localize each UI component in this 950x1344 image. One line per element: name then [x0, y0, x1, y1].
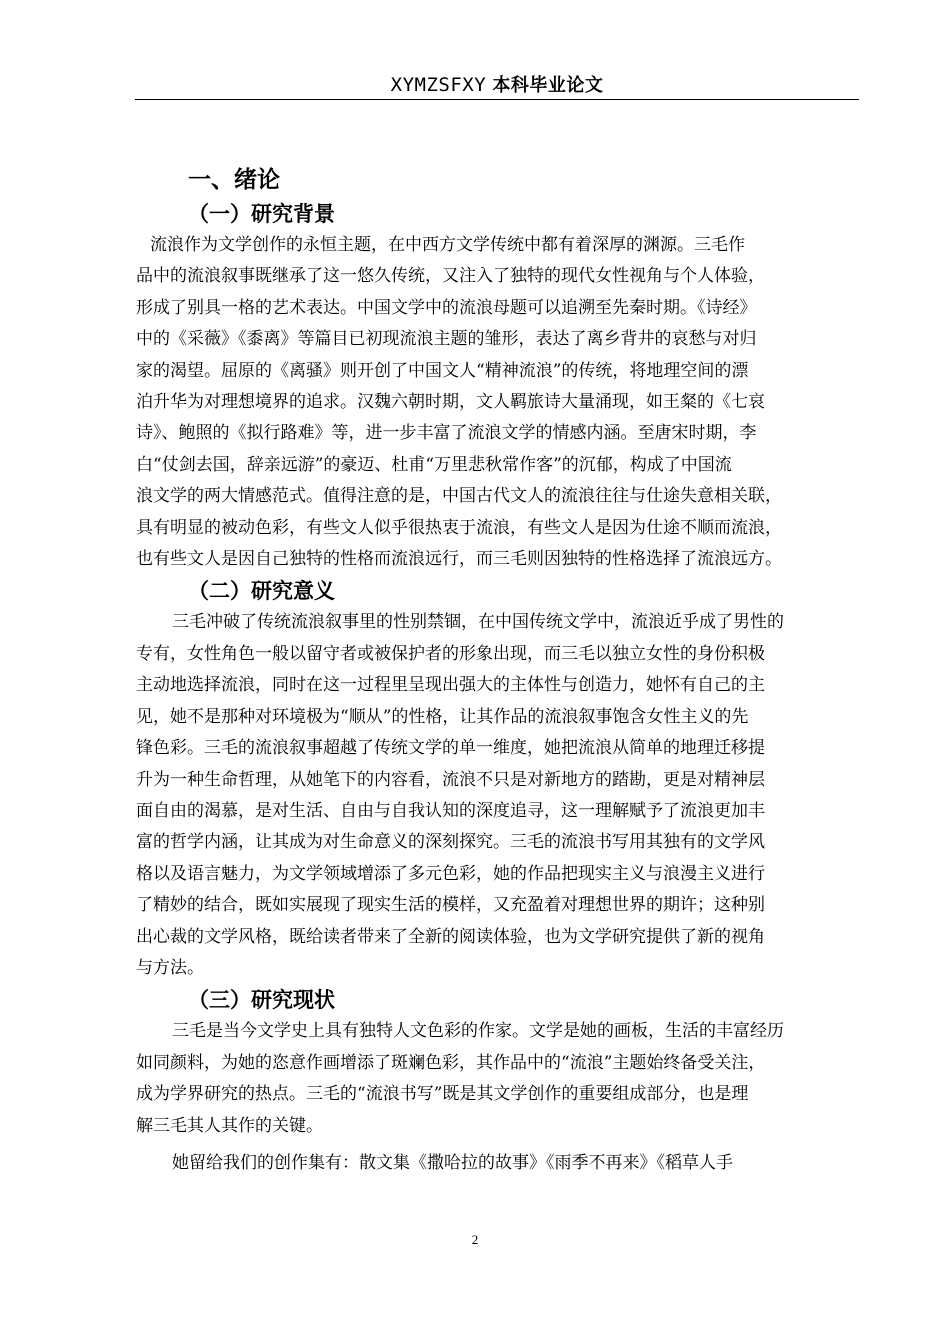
- text-line: 出心裁的文学风格，既给读者带来了全新的阅读体验，也为文学研究提供了新的视角: [136, 926, 765, 947]
- text-line: 品中的流浪叙事既继承了这一悠久传统，又注入了独特的现代女性视角与个人体验，: [136, 266, 765, 287]
- text-line: 专有，女性角色一般以留守者或被保护者的形象出现，而三毛以独立女性的身份积极: [136, 643, 765, 664]
- section-heading-significance: （二）研究意义: [188, 579, 335, 604]
- header-divider: [135, 99, 859, 100]
- text-line: 面自由的渴慕，是对生活、自由与自我认知的深度追寻，这一理解赋予了流浪更加丰: [136, 800, 765, 821]
- text-line: 三毛冲破了传统流浪叙事里的性别禁锢，在中国传统文学中，流浪近乎成了男性的: [172, 612, 784, 633]
- header-code: XYMZSFXY: [390, 74, 487, 96]
- page-number: 2: [471, 1232, 479, 1247]
- text-line: 富的哲学内涵，让其成为对生命意义的深刻探究。三毛的流浪书写用其独有的文学风: [136, 832, 765, 853]
- paragraph-background: [136, 230, 864, 575]
- text-line: 也有些文人是因自己独特的性格而流浪远行，而三毛则因独特的性格选择了流浪远方。: [136, 549, 782, 570]
- paragraph-works: [136, 1148, 864, 1179]
- text-line: 浪文学的两大情感范式。值得注意的是，中国古代文人的流浪往往与仕途失意相关联，: [136, 486, 782, 507]
- text-line: 三毛是当今文学史上具有独特人文色彩的作家。文学是她的画板，生活的丰富经历: [172, 1021, 784, 1042]
- text-line: 升为一种生命哲理，从她笔下的内容看，流浪不只是对新地方的踏勘，更是对精神层: [136, 769, 765, 790]
- section-heading-background: （一）研究背景: [188, 202, 335, 226]
- text-line: 与方法。: [136, 957, 204, 978]
- paragraph-status: [136, 1016, 864, 1142]
- text-line: 锋色彩。三毛的流浪叙事超越了传统文学的单一维度，她把流浪从简单的地理迁移提: [136, 738, 765, 759]
- section-heading-status: （三）研究现状: [188, 988, 335, 1013]
- text-line: 主动地选择流浪，同时在这一过程里呈现出强大的主体性与创造力，她怀有自己的主: [136, 675, 765, 696]
- text-line: 格以及语言魅力，为文学领域增添了多元色彩，她的作品把现实主义与浪漫主义进行: [136, 863, 765, 884]
- page-header: [135, 72, 859, 100]
- text-line: 她留给我们的创作集有：散文集《撒哈拉的故事》《雨季不再来》《稻草人手: [172, 1152, 733, 1173]
- text-line: 形成了别具一格的艺术表达。中国文学中的流浪母题可以追溯至先秦时期。《诗经》: [136, 297, 757, 318]
- text-line: 流浪作为文学创作的永恒主题，在中西方文学传统中都有着深厚的渊源。三毛作: [150, 235, 745, 255]
- text-line: 具有明显的被动色彩，有些文人似乎很热衷于流浪，有些文人是因为仕途不顺而流浪，: [136, 517, 782, 538]
- text-line: 解三毛其人其作的关键。: [136, 1115, 323, 1136]
- text-line: 白“仗剑去国，辞亲远游”的豪迈、杜甫“万里悲秋常作客”的沉郁，构成了中国流: [136, 454, 732, 475]
- text-line: 成为学界研究的热点。三毛的“流浪书写”既是其文学创作的重要组成部分，也是理: [136, 1084, 749, 1105]
- text-line: 诗》、鲍照的《拟行路难》等，进一步丰富了流浪文学的情感内涵。至唐宋时期，李: [136, 423, 757, 444]
- text-line: 如同颜料，为她的恣意作画增添了斑斓色彩，其作品中的“流浪”主题始终备受关注，: [136, 1052, 766, 1073]
- chapter-heading: 一、绪论: [188, 167, 280, 193]
- text-line: 家的渴望。屈原的《离骚》则开创了中国文人“精神流浪”的传统，将地理空间的漂: [136, 360, 749, 381]
- header-title: 本科毕业论文: [492, 75, 604, 96]
- text-line: 中的《采薇》《黍离》等篇目已初现流浪主题的雏形，表达了离乡背井的哀愁与对归: [136, 329, 757, 350]
- paragraph-significance: [136, 607, 864, 984]
- text-line: 见，她不是那种对环境极为“顺从”的性格，让其作品的流浪叙事饱含女性主义的先: [136, 706, 749, 727]
- text-line: 泊升华为对理想境界的追求。汉魏六朝时期，文人羁旅诗大量涌现，如王粲的《七哀: [136, 392, 765, 413]
- text-line: 了精妙的结合，既如实展现了现实生活的模样，又充盈着对理想世界的期许；这种别: [136, 895, 765, 916]
- document-body: [136, 162, 864, 1179]
